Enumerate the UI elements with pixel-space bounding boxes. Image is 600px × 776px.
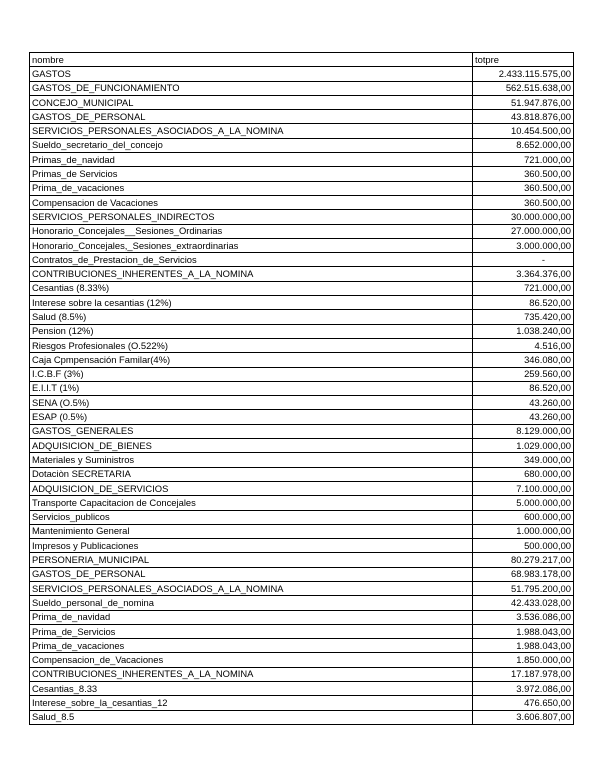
row-name-cell: Pension (12%) bbox=[30, 324, 473, 338]
table-row bbox=[30, 281, 574, 295]
table-row bbox=[30, 81, 574, 95]
row-name-cell: Prima_de_vacaciones bbox=[30, 639, 473, 653]
table-row bbox=[30, 639, 574, 653]
row-name-cell: GASTOS bbox=[30, 67, 473, 81]
row-name-cell: Impresos y Publicaciones bbox=[30, 539, 473, 553]
row-name-cell: ADQUISICION_DE_BIENES bbox=[30, 439, 473, 453]
row-total-cell: 735.420,00 bbox=[473, 310, 574, 324]
table-row bbox=[30, 496, 574, 510]
table-row bbox=[30, 167, 574, 181]
row-total-cell: 680.000,00 bbox=[473, 467, 574, 481]
table-row bbox=[30, 353, 574, 367]
row-total-cell: 51.947.876,00 bbox=[473, 95, 574, 109]
table-row bbox=[30, 267, 574, 281]
row-name-cell: Caja Cpmpensación Familar(4%) bbox=[30, 353, 473, 367]
row-name-cell: Transporte Capacitacion de Concejales bbox=[30, 496, 473, 510]
row-name-cell: ESAP (0.5%) bbox=[30, 410, 473, 424]
table-row bbox=[30, 210, 574, 224]
row-total-cell: 43.260,00 bbox=[473, 410, 574, 424]
row-total-cell: 30.000.000,00 bbox=[473, 210, 574, 224]
row-name-cell: Prima_de_Servicios bbox=[30, 624, 473, 638]
table-row bbox=[30, 581, 574, 595]
row-name-cell: Salud (8.5%) bbox=[30, 310, 473, 324]
table-row bbox=[30, 124, 574, 138]
row-total-cell: 721.000,00 bbox=[473, 281, 574, 295]
table-row bbox=[30, 467, 574, 481]
table-row bbox=[30, 224, 574, 238]
row-total-cell: 360.500,00 bbox=[473, 167, 574, 181]
row-total-cell: 3.536.086,00 bbox=[473, 610, 574, 624]
row-total-cell: 4.516,00 bbox=[473, 338, 574, 352]
table-row bbox=[30, 624, 574, 638]
row-name-cell: Primas_de Servicios bbox=[30, 167, 473, 181]
row-total-cell: 8.129.000,00 bbox=[473, 424, 574, 438]
row-total-cell: 43.260,00 bbox=[473, 396, 574, 410]
row-name-cell: GASTOS_DE_PERSONAL bbox=[30, 567, 473, 581]
row-name-cell: E.I.I.T (1%) bbox=[30, 381, 473, 395]
table-row bbox=[30, 67, 574, 81]
row-name-cell: GASTOS_DE_FUNCIONAMIENTO bbox=[30, 81, 473, 95]
table-row bbox=[30, 539, 574, 553]
table-row bbox=[30, 710, 574, 724]
table-row bbox=[30, 138, 574, 152]
row-total-cell: 3.606.807,00 bbox=[473, 710, 574, 724]
table-row bbox=[30, 396, 574, 410]
row-total-cell: 86.520,00 bbox=[473, 296, 574, 310]
row-total-cell: 86.520,00 bbox=[473, 381, 574, 395]
table-row bbox=[30, 524, 574, 538]
row-total-cell: 360.500,00 bbox=[473, 195, 574, 209]
row-total-cell: 259.560,00 bbox=[473, 367, 574, 381]
row-name-cell: Materiales y Suministros bbox=[30, 453, 473, 467]
table-row bbox=[30, 238, 574, 252]
row-name-cell: CONTRIBUCIONES_INHERENTES_A_LA_NOMINA bbox=[30, 267, 473, 281]
row-total-cell: 1.000.000,00 bbox=[473, 524, 574, 538]
row-name-cell: Sueldo_personal_de_nomina bbox=[30, 596, 473, 610]
row-name-cell: Dotaciòn SECRETARIA bbox=[30, 467, 473, 481]
row-name-cell: SERVICIOS_PERSONALES_ASOCIADOS_A_LA_NOMINA bbox=[30, 581, 473, 595]
table-row bbox=[30, 553, 574, 567]
row-total-cell: 2.433.115.575,00 bbox=[473, 67, 574, 81]
table-row bbox=[30, 195, 574, 209]
row-name-cell: Compensacion_de_Vacaciones bbox=[30, 653, 473, 667]
table-row bbox=[30, 682, 574, 696]
row-name-cell: GASTOS_DE_PERSONAL bbox=[30, 110, 473, 124]
row-total-cell: 42.433.028,00 bbox=[473, 596, 574, 610]
column-header-nombre: nombre bbox=[30, 53, 473, 67]
table-row bbox=[30, 610, 574, 624]
row-name-cell: Contratos_de_Prestacion_de_Servicios bbox=[30, 253, 473, 267]
table-row bbox=[30, 153, 574, 167]
table-row bbox=[30, 324, 574, 338]
table-row bbox=[30, 338, 574, 352]
table-row bbox=[30, 424, 574, 438]
row-total-cell: 3.972.086,00 bbox=[473, 682, 574, 696]
table-row bbox=[30, 510, 574, 524]
row-total-cell: 7.100.000,00 bbox=[473, 481, 574, 495]
row-total-cell: 68.983.178,00 bbox=[473, 567, 574, 581]
row-total-cell: 27.000.000,00 bbox=[473, 224, 574, 238]
row-name-cell: Compensacion de Vacaciones bbox=[30, 195, 473, 209]
row-total-cell: 349.000,00 bbox=[473, 453, 574, 467]
table-row bbox=[30, 110, 574, 124]
table-row bbox=[30, 181, 574, 195]
row-name-cell: PERSONERIA_MUNICIPAL bbox=[30, 553, 473, 567]
row-total-cell: 1.029.000,00 bbox=[473, 439, 574, 453]
row-name-cell: Interese_sobre_la_cesantias_12 bbox=[30, 696, 473, 710]
row-total-cell: 1.988.043,00 bbox=[473, 639, 574, 653]
row-name-cell: Cesantias_8.33 bbox=[30, 682, 473, 696]
row-total-cell: 5.000.000,00 bbox=[473, 496, 574, 510]
row-name-cell: Sueldo_secretario_del_concejo bbox=[30, 138, 473, 152]
table-row bbox=[30, 439, 574, 453]
row-name-cell: Prima_de_vacaciones bbox=[30, 181, 473, 195]
row-name-cell: SERVICIOS_PERSONALES_INDIRECTOS bbox=[30, 210, 473, 224]
table-row bbox=[30, 367, 574, 381]
row-total-cell: - bbox=[473, 253, 574, 267]
row-total-cell: 562.515.638,00 bbox=[473, 81, 574, 95]
row-name-cell: GASTOS_GENERALES bbox=[30, 424, 473, 438]
row-name-cell: CONCEJO_MUNICIPAL bbox=[30, 95, 473, 109]
table-row bbox=[30, 696, 574, 710]
table-row bbox=[30, 667, 574, 681]
table-row bbox=[30, 253, 574, 267]
row-total-cell: 500.000,00 bbox=[473, 539, 574, 553]
row-total-cell: 17.187.978,00 bbox=[473, 667, 574, 681]
row-total-cell: 476.650,00 bbox=[473, 696, 574, 710]
row-name-cell: Interese sobre la cesantias (12%) bbox=[30, 296, 473, 310]
row-total-cell: 51.795.200,00 bbox=[473, 581, 574, 595]
table-row bbox=[30, 310, 574, 324]
table-row bbox=[30, 596, 574, 610]
row-name-cell: Riesgos Profesionales (O.522%) bbox=[30, 338, 473, 352]
row-name-cell: Cesantias (8.33%) bbox=[30, 281, 473, 295]
row-total-cell: 3.000.000,00 bbox=[473, 238, 574, 252]
row-name-cell: CONTRIBUCIONES_INHERENTES_A_LA_NOMINA bbox=[30, 667, 473, 681]
row-name-cell: Honorario_Concejales,_Sesiones_extraordinarias bbox=[30, 238, 473, 252]
row-name-cell: Salud_8.5 bbox=[30, 710, 473, 724]
budget-table-body bbox=[30, 53, 574, 725]
budget-table bbox=[29, 52, 574, 725]
row-total-cell: 1.988.043,00 bbox=[473, 624, 574, 638]
table-row bbox=[30, 653, 574, 667]
table-row bbox=[30, 567, 574, 581]
row-name-cell: Mantenimiento General bbox=[30, 524, 473, 538]
row-total-cell: 1.850.000,00 bbox=[473, 653, 574, 667]
row-name-cell: Primas_de_navidad bbox=[30, 153, 473, 167]
row-total-cell: 10.454.500,00 bbox=[473, 124, 574, 138]
row-total-cell: 1.038.240,00 bbox=[473, 324, 574, 338]
table-row bbox=[30, 453, 574, 467]
row-total-cell: 8.652.000,00 bbox=[473, 138, 574, 152]
table-row bbox=[30, 410, 574, 424]
row-name-cell: Servicios_publicos bbox=[30, 510, 473, 524]
row-name-cell: SENA (O.5%) bbox=[30, 396, 473, 410]
row-name-cell: Honorario_Concejales__Sesiones_Ordinarias bbox=[30, 224, 473, 238]
row-name-cell: ADQUISICION_DE_SERVICIOS bbox=[30, 481, 473, 495]
row-total-cell: 360.500,00 bbox=[473, 181, 574, 195]
row-name-cell: SERVICIOS_PERSONALES_ASOCIADOS_A_LA_NOMINA bbox=[30, 124, 473, 138]
row-name-cell: I.C.B.F (3%) bbox=[30, 367, 473, 381]
column-header-totpre: totpre bbox=[473, 53, 574, 67]
table-header-row bbox=[30, 53, 574, 67]
table-row bbox=[30, 95, 574, 109]
table-row bbox=[30, 381, 574, 395]
row-total-cell: 80.279.217,00 bbox=[473, 553, 574, 567]
row-total-cell: 43.818.876,00 bbox=[473, 110, 574, 124]
row-total-cell: 721.000,00 bbox=[473, 153, 574, 167]
row-total-cell: 346.080,00 bbox=[473, 353, 574, 367]
table-row bbox=[30, 481, 574, 495]
table-row bbox=[30, 296, 574, 310]
row-name-cell: Prima_de_navidad bbox=[30, 610, 473, 624]
row-total-cell: 600.000,00 bbox=[473, 510, 574, 524]
row-total-cell: 3.364.376,00 bbox=[473, 267, 574, 281]
